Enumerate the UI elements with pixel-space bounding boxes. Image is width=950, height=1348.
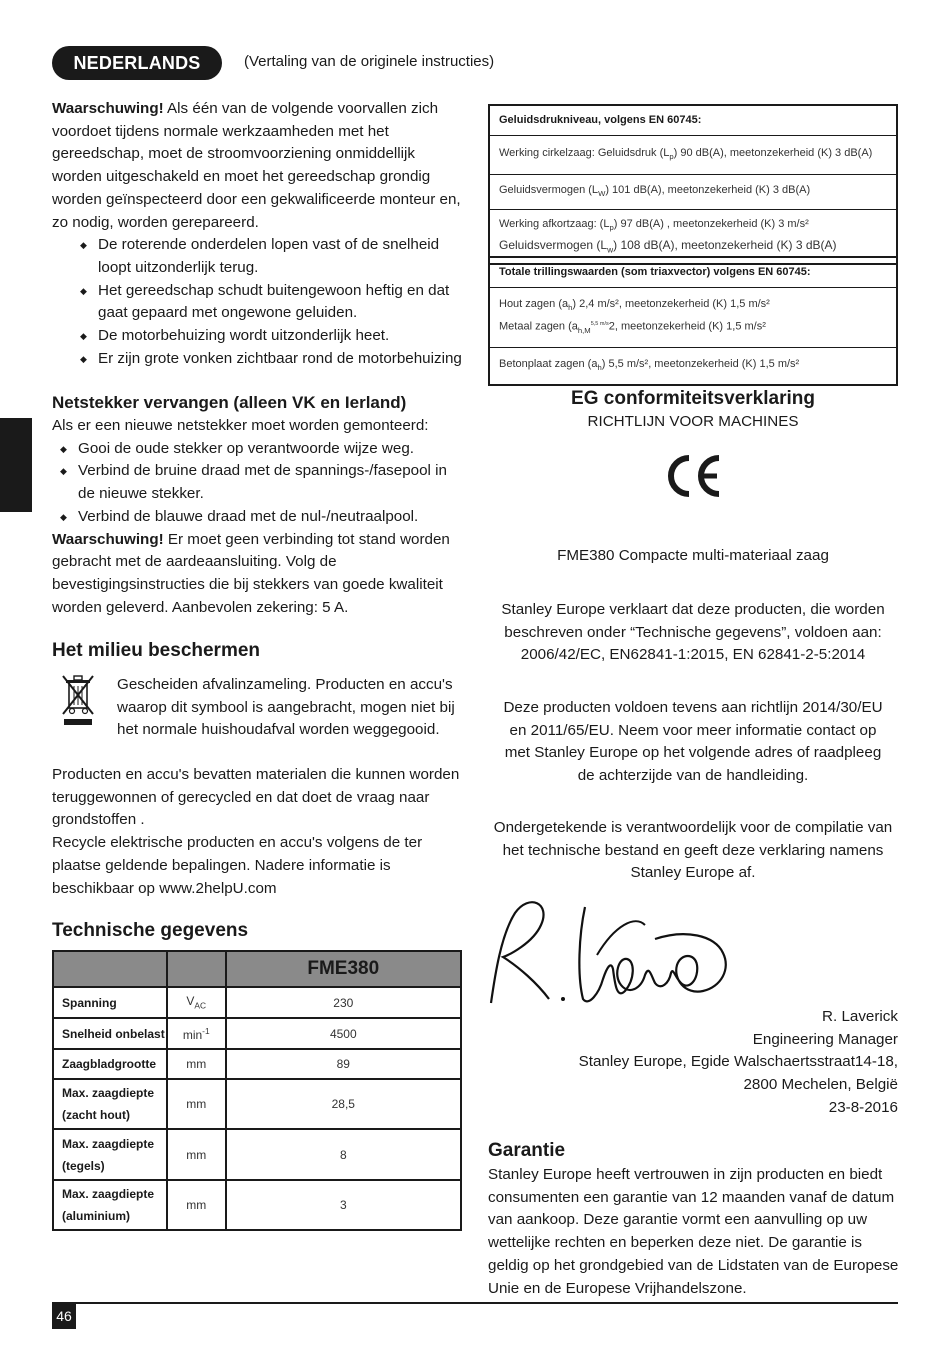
environment-paragraph: Recycle elektrische producten en accu's volgens de ter plaatse geldende bepalingen. Nadere informatie is beschikbaar op www.2helpU.com	[52, 834, 423, 897]
warning-text: Als één van de volgende voorvallen zich voordoet tijdens normale werkzaamheden met het gereedschap, moet de stroomvoorziening onmiddellijk worden uitgeschakeld en moet het gereedschap grondig worden geïnspecteerd door een gekwalificeerde monteur en, zo nodig, worden gerepareerd.	[52, 100, 461, 231]
tech-table	[52, 950, 462, 1231]
conformity-paragraph: Ondergetekende is verantwoordelijk voor de compilatie van het technische bestand en geeft deze verklaring namens Stanley Europe af.	[493, 819, 893, 882]
ce-mark-icon	[664, 452, 722, 500]
environment-paragraph: Producten en accu's bevatten materialen die kunnen worden teruggewonnen of gerecycled en dat doet de vraag naar grondstoffen .	[52, 766, 460, 829]
spec-label: Max. zaagdiepte (zacht hout)	[53, 1079, 167, 1129]
spec-value: 8	[226, 1129, 461, 1180]
conformity-paragraph: Stanley Europe verklaart dat deze producten, die worden beschreven onder “Technische gegevens”, voldoen aan: 2006/42/EC, EN62841-1:2015, EN 62841-2-5:2014	[501, 601, 885, 664]
plug-intro: Als er een nieuwe netstekker moet worden gemonteerd:	[52, 417, 429, 434]
plug-bullet: ◆ Gooi de oude stekker op verantwoorde wijze weg.	[58, 438, 462, 461]
spec-unit: mm	[167, 1180, 226, 1230]
spec-unit: mm	[167, 1049, 226, 1079]
signatory-role: Engineering Manager	[752, 1030, 898, 1048]
warning-bullet: ◆ De motorbehuizing wordt uitzonderlijk heet.	[78, 325, 462, 348]
page-number: 46	[52, 1303, 76, 1329]
conformity-heading: EG conformiteitsverklaring	[571, 388, 815, 409]
plug-bullet: ◆ Verbind de bruine draad met de spannings-/fasepool in de nieuwe stekker.	[58, 460, 462, 505]
warranty-heading: Garantie	[488, 1140, 566, 1161]
table-row	[53, 1129, 461, 1180]
table-row	[53, 1018, 461, 1049]
spec-label: Max. zaagdiepte (tegels)	[53, 1129, 167, 1180]
environment-text	[52, 764, 462, 900]
conformity-subheading: RICHTLIJN VOOR MACHINES	[587, 413, 799, 430]
spec-value: 230	[226, 987, 461, 1018]
spec-value: 28,5	[226, 1079, 461, 1129]
spec-unit: $V_{AC}$	[167, 987, 226, 1018]
model-header: FME380	[226, 951, 461, 987]
warning-bullet: ◆ De roterende onderdelen lopen vast of de snelheid loopt uitzonderlijk terug.	[78, 234, 462, 279]
noise-box	[488, 104, 898, 265]
signatory-name: R. Laverick	[822, 1008, 898, 1025]
spec-value: 4500	[226, 1018, 461, 1049]
plug-warning	[52, 529, 462, 620]
spec-unit: mm	[167, 1129, 226, 1180]
section-side-tab	[0, 418, 32, 512]
warning-section	[52, 98, 462, 370]
plug-warning-label: Waarschuwing!	[52, 530, 164, 548]
spec-unit: $\min^{-1}$	[167, 1018, 226, 1049]
product-line: FME380 Compacte multi-materiaal zaag	[557, 547, 829, 564]
table-row	[53, 1049, 461, 1079]
plug-warning-text: Er moet geen verbinding tot stand worden gebracht met de aardeaansluiting. Volg de bevestigingsinstructies die bij stekkers van goede kwaliteit worden geleverd. Aanbevolen zekering: 5 A.	[52, 530, 450, 616]
tech-heading: Technische gegevens	[52, 920, 249, 941]
spec-value: 89	[226, 1049, 461, 1079]
warranty-text: Stanley Europe heeft vertrouwen in zijn producten en biedt consumenten een garantie van 12 maanden vanaf de datum van aankoop. Deze garantie vormt een aanvulling op uw wettelijke rechten en beperken deze niet. De garantie is geldig op het grondgebied van de Lidstaten van de Europese Unie en de Europese Vrijhandelszone.	[488, 1166, 899, 1297]
conformity-paragraph: Deze producten voldoen tevens aan richtlijn 2014/30/EU en 2011/65/EU. Neem voor meer informatie contact op met Stanley Europe op het volgende adres of raadpleeg de achterzijde van de handleiding.	[503, 699, 883, 785]
spec-label: Zaagbladgrootte	[53, 1049, 167, 1079]
signatory-block	[488, 1006, 898, 1120]
vibration-row: Hout zagen $(a_h)$ 2,4 m/s², meetonzekerheid (K) 1,5 m/s² Metaal zagen ($a_{h,M}^{5,5 m/s}2$, meetonzekerheid (K) 1,5 m/s²	[490, 287, 896, 347]
environment-heading: Het milieu beschermen	[52, 640, 261, 661]
noise-header: Geluidsdrukniveau, volgens EN 60745:	[499, 114, 702, 126]
spec-value: 3	[226, 1180, 461, 1230]
vibration-header: Totale trillingswaarden (som triaxvector) volgens EN 60745:	[499, 266, 811, 278]
plug-section	[52, 415, 462, 619]
weee-description: Gescheiden afvalinzameling. Producten en accu's waarop dit symbool is aangebracht, mogen niet bij het normale huishoudafval worden weggegooid.	[117, 676, 455, 739]
noise-row: Geluidsvermogen $(L_W)$ 101 dB(A), meetonzekerheid (K) 3 dB(A)	[490, 174, 896, 209]
noise-row: Werking cirkelzaag: Geluidsdruk $(L_p)$ 90 dB(A), meetonzekerheid (K) 3 dB(A)	[490, 135, 896, 174]
table-row	[53, 1079, 461, 1129]
signatory-date: 23-8-2016	[828, 1098, 898, 1116]
plug-bullet: ◆ Verbind de blauwe draad met de nul-/neutraalpool.	[58, 506, 462, 529]
vibration-row: Betonplaat zagen $(a_h)$ 5,5 m/s², meetonzekerheid (K) 1,5 m/s²	[490, 347, 896, 384]
spec-unit: mm	[167, 1079, 226, 1129]
warning-bullet: ◆ Er zijn grote vonken zichtbaar rond de motorbehuizing	[78, 348, 462, 371]
signatory-address: 2800 Mechelen, België	[743, 1076, 898, 1094]
spec-label: Snelheid onbelast	[53, 1018, 167, 1049]
page-subtitle: (Vertaling van de originele instructies)	[244, 53, 495, 70]
footer-rule	[52, 1302, 898, 1304]
warning-label: Waarschuwing!	[52, 100, 164, 117]
signature-image	[485, 895, 735, 1015]
spec-label: Spanning	[53, 987, 167, 1018]
signatory-address: Stanley Europe, Egide Walschaertsstraat14-18,	[578, 1053, 898, 1071]
language-badge: NEDERLANDS	[52, 46, 222, 80]
table-row	[53, 987, 461, 1018]
spec-label: Max. zaagdiepte (aluminium)	[53, 1180, 167, 1230]
table-row	[53, 1180, 461, 1230]
vibration-box	[488, 256, 898, 386]
noise-row: Werking afkortzaag: $(L_p)$ 97 dB(A) , meetonzekerheid (K) 3 m/s² Geluidsvermogen $(L_w)$ 108 dB(A), meetonzekerheid (K) 3 dB(A)	[490, 209, 896, 263]
tech-header-row	[53, 951, 461, 987]
weee-bin-icon	[60, 674, 96, 726]
plug-heading: Netstekker vervangen (alleen VK en Ierland)	[52, 393, 407, 412]
warning-paragraph	[52, 98, 462, 234]
warning-bullet: ◆ Het gereedschap schudt buitengewoon heftig en dat gaat gepaard met ongewone geluiden.	[78, 280, 462, 325]
